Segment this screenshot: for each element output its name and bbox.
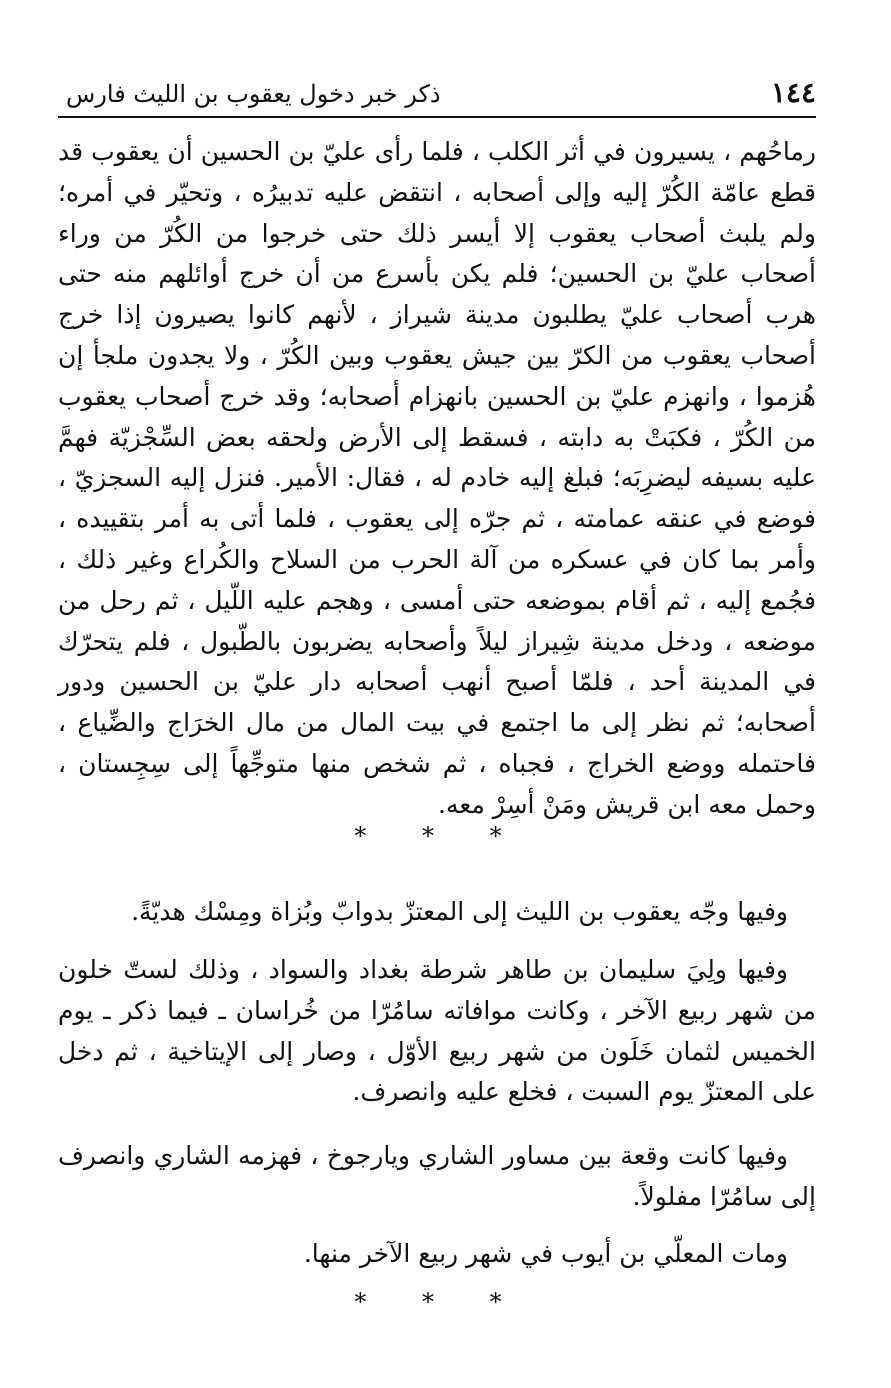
event-paragraph-battle: وفيها كانت وقعة بين مساور الشاري ويارجوخ ، فهزمه الشاري وانصرف إلى سامُرّا مفلولاً. [58, 1141, 816, 1211]
section-separator: * * * [354, 822, 526, 850]
page-header [56, 76, 816, 112]
main-paragraph: رماحُهم ، يسيرون في أثر الكلب ، فلما رأى عليّ بن الحسين أن يعقوب قد قطع عامّة الكُرّ إليه وإلى أصحابه ، انتقض عليه تدبيرُه ، وتحيّر في أمره؛ ولم يلبث أصحاب يعقوب إلا أيسر ذلك حتى خرجوا من الكُرّ من وراء أصحاب عليّ بن الحسين؛ فلم يكن بأسرع من أن خرج أوائلهم منه حتى هرب أصحاب عليّ يطلبون مدينة شيراز ، لأنهم كانوا يصيرون إذا خرج أصحاب يعقوب من الكرّ بين جيش يعقوب وبين الكُرّ ، ولا يجدون ملجأ إن هُزموا ، وانهزم عليّ بن الحسين بانهزام أصحابه؛ وقد خرج أصحاب يعقوب من الكُرّ ، فكبَتْ به دابته ، فسقط إلى الأرض ولحقه بعض السِّجْزيّة فهمَّ عليه بسيفه ليضرِبَه؛ فبلغ إليه خادم له ، فقال: الأمير. فنزل إليه السجزيّ ، فوضع في عنقه عمامته ، ثم جرّه إلى يعقوب ، فلما أتى به أمر بتقييده ، وأمر بما كان في عسكره من آلة الحرب من السلاح والكُراع وغير ذلك ، فجُمع إليه ، ثم أقام بموضعه حتى أمسى ، وهجم عليه اللّيل ، ثم رحل من موضعه ، ودخل مدينة شِيراز ليلاً وأصحابه يضربون بالطّبول ، فلم يتحرّك في المدينة أحد ، فلمّا أصبح أنهب أصحابه دار عليّ بن الحسين ودور أصحابه؛ ثم نظر إلى ما اجتمع في بيت المال من مال الخرَاج والضِّياع ، فاحتمله ووضع الخراج ، فجباه ، ثم شخص منها متوجِّهاً إلى سِجِستان ، وحمل معه ابن قريش ومَنْ أسِرْ معه. [58, 137, 816, 819]
page-number: ١٤٤ [770, 76, 816, 109]
event-paragraph-death: ومات المعلّي بن أيوب في شهر ربيع الآخر منها. [303, 1239, 788, 1268]
section-separator-end: * * * [354, 1288, 526, 1316]
running-title: ذكر خبر دخول يعقوب بن الليث فارس [66, 80, 441, 108]
event-paragraph-gift: وفيها وجّه يعقوب بن الليث إلى المعتزّ بدوابّ وبُزاة ومِسْك هديّةً. [131, 897, 788, 926]
event-paragraph-sulayman: وفيها ولِيَ سليمان بن طاهر شرطة بغداد والسواد ، وذلك لستّ خلون من شهر ربيع الآخر ، وكانت موافاته سامُرّا من خُراسان ـ فيما ذكر ـ يوم الخميس لثمان خَلَون من شهر ربيع الأوّل ، وصار إلى الإيتاخية ، ثم دخل على المعتزّ يوم السبت ، فخلع عليه وانصرف. [58, 955, 816, 1107]
header-divider [58, 116, 816, 118]
